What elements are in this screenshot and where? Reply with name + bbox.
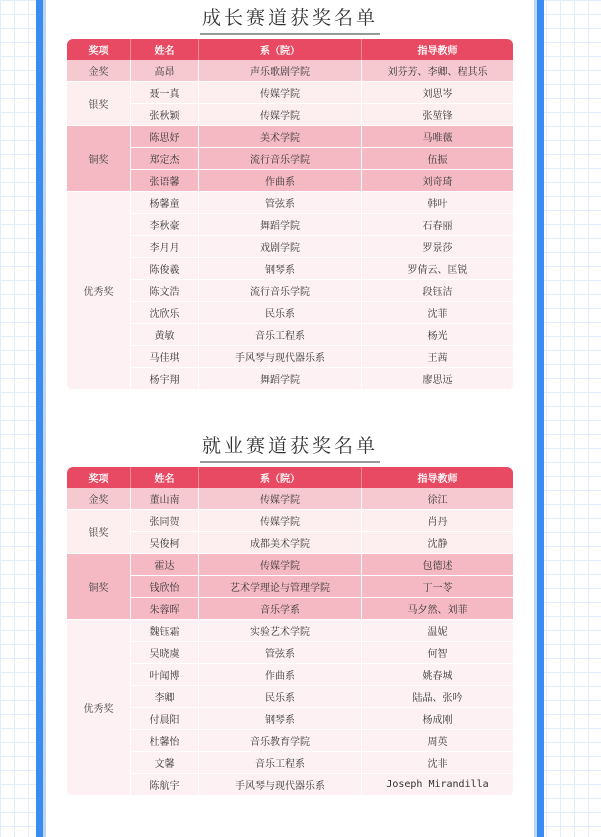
advisor-cell: 刘芬芳、李卿、程其乐 [362, 60, 513, 82]
department-cell: 钢琴系 [199, 708, 362, 730]
advisor-cell: 韩叶 [362, 192, 513, 214]
table-row [67, 280, 513, 302]
name-cell: 文馨 [131, 752, 199, 774]
department-cell: 音乐教育学院 [199, 730, 362, 752]
table-body [67, 60, 513, 390]
advisor-cell: 姚春城 [362, 664, 513, 686]
name-cell: 董山南 [131, 488, 199, 510]
section-title-wrap [67, 433, 513, 467]
left-frame-edge [43, 0, 46, 837]
name-cell: 郑定杰 [131, 148, 199, 170]
advisor-cell: 罗倩云、匡锐 [362, 258, 513, 280]
advisor-cell: 徐江 [362, 488, 513, 510]
name-cell: 陈文浩 [131, 280, 199, 302]
header-award: 奖项 [67, 39, 131, 60]
department-cell: 管弦系 [199, 642, 362, 664]
table-row [67, 488, 513, 510]
table-row [67, 192, 513, 214]
name-cell: 陈航宇 [131, 774, 199, 796]
table-row [67, 752, 513, 774]
award-cell: 金奖 [67, 60, 131, 82]
name-cell: 陈思妤 [131, 126, 199, 148]
header-name: 姓名 [131, 39, 199, 60]
advisor-cell: 沈静 [362, 532, 513, 554]
department-cell: 实验艺术学院 [199, 620, 362, 642]
name-cell: 马佳琪 [131, 346, 199, 368]
advisor-cell: 张堃锋 [362, 104, 513, 126]
department-cell: 传媒学院 [199, 104, 362, 126]
advisor-cell: 马夕然、刘菲 [362, 598, 513, 620]
name-cell: 吴晓虞 [131, 642, 199, 664]
department-cell: 戏剧学院 [199, 236, 362, 258]
department-cell: 钢琴系 [199, 258, 362, 280]
name-cell: 魏钰霜 [131, 620, 199, 642]
name-cell: 李秋豪 [131, 214, 199, 236]
table-row [67, 170, 513, 192]
department-cell: 舞蹈学院 [199, 214, 362, 236]
department-cell: 手风琴与现代器乐系 [199, 346, 362, 368]
table-row [67, 126, 513, 148]
department-cell: 舞蹈学院 [199, 368, 362, 390]
table-body [67, 488, 513, 796]
award-cell: 铜奖 [67, 554, 131, 620]
advisor-cell: 廖思远 [362, 368, 513, 390]
advisor-cell: 陆晶、张吟 [362, 686, 513, 708]
name-cell: 李月月 [131, 236, 199, 258]
employment-track-section [67, 433, 513, 796]
table-row [67, 302, 513, 324]
department-cell: 音乐工程系 [199, 752, 362, 774]
table-row [67, 620, 513, 642]
department-cell: 传媒学院 [199, 488, 362, 510]
name-cell: 钱欣怡 [131, 576, 199, 598]
advisor-cell: 马唯薇 [362, 126, 513, 148]
table-row [67, 82, 513, 104]
award-cell: 优秀奖 [67, 620, 131, 796]
name-cell: 沈欣乐 [131, 302, 199, 324]
header-advisor: 指导教师 [362, 39, 513, 60]
table-row [67, 576, 513, 598]
advisor-cell: 王茜 [362, 346, 513, 368]
name-cell: 张同贺 [131, 510, 199, 532]
award-table [67, 39, 513, 390]
department-cell: 手风琴与现代器乐系 [199, 774, 362, 796]
advisor-cell: 沈非 [362, 752, 513, 774]
table-row [67, 532, 513, 554]
award-cell: 金奖 [67, 488, 131, 510]
department-cell: 音乐学系 [199, 598, 362, 620]
department-cell: 成都美术学院 [199, 532, 362, 554]
name-cell: 叶闻博 [131, 664, 199, 686]
section-title: 成长赛道获奖名单 [200, 5, 380, 35]
advisor-cell: 杨光 [362, 324, 513, 346]
name-cell: 聂一真 [131, 82, 199, 104]
advisor-cell: 沈菲 [362, 302, 513, 324]
growth-track-section [67, 5, 513, 390]
header-award: 奖项 [67, 467, 131, 488]
department-cell: 传媒学院 [199, 510, 362, 532]
name-cell: 杨馨童 [131, 192, 199, 214]
name-cell: 张语馨 [131, 170, 199, 192]
department-cell: 作曲系 [199, 170, 362, 192]
table-row [67, 708, 513, 730]
advisor-cell: 刘思岑 [362, 82, 513, 104]
award-table [67, 467, 513, 796]
department-cell: 民乐系 [199, 302, 362, 324]
advisor-cell: 温妮 [362, 620, 513, 642]
table-row [67, 686, 513, 708]
advisor-cell: 刘奇琦 [362, 170, 513, 192]
table-row [67, 664, 513, 686]
award-cell: 铜奖 [67, 126, 131, 192]
table-row [67, 346, 513, 368]
advisor-cell: 周英 [362, 730, 513, 752]
left-frame-bar [36, 0, 43, 837]
right-frame-edge [534, 0, 537, 837]
advisor-cell: 包德述 [362, 554, 513, 576]
section-title-wrap [67, 5, 513, 39]
department-cell: 声乐歌剧学院 [199, 60, 362, 82]
right-frame-bar [537, 0, 544, 837]
table-header-row [67, 39, 513, 60]
department-cell: 传媒学院 [199, 82, 362, 104]
advisor-cell: 石春丽 [362, 214, 513, 236]
advisor-cell: 杨成刚 [362, 708, 513, 730]
name-cell: 朱蓉晖 [131, 598, 199, 620]
department-cell: 美术学院 [199, 126, 362, 148]
section-title: 就业赛道获奖名单 [200, 433, 380, 463]
award-cell: 优秀奖 [67, 192, 131, 390]
advisor-cell: 伍振 [362, 148, 513, 170]
award-cell: 银奖 [67, 82, 131, 126]
header-name: 姓名 [131, 467, 199, 488]
department-cell: 作曲系 [199, 664, 362, 686]
name-cell: 张秋颖 [131, 104, 199, 126]
table-row [67, 368, 513, 390]
award-cell: 银奖 [67, 510, 131, 554]
table-row [67, 148, 513, 170]
advisor-cell: 段钰洁 [362, 280, 513, 302]
advisor-cell: 罗景莎 [362, 236, 513, 258]
table-row [67, 324, 513, 346]
name-cell: 付晨阳 [131, 708, 199, 730]
advisor-cell: 丁一苓 [362, 576, 513, 598]
header-department: 系（院） [199, 39, 362, 60]
table-row [67, 730, 513, 752]
name-cell: 吴俊柯 [131, 532, 199, 554]
table-row [67, 598, 513, 620]
table-row [67, 774, 513, 796]
department-cell: 流行音乐学院 [199, 280, 362, 302]
department-cell: 民乐系 [199, 686, 362, 708]
table-row [67, 236, 513, 258]
table-row [67, 554, 513, 576]
advisor-cell: 肖丹 [362, 510, 513, 532]
name-cell: 黄敏 [131, 324, 199, 346]
table-header-row [67, 467, 513, 488]
table-row [67, 258, 513, 280]
department-cell: 艺术学理论与管理学院 [199, 576, 362, 598]
table-row [67, 104, 513, 126]
table-row [67, 642, 513, 664]
name-cell: 高昂 [131, 60, 199, 82]
header-department: 系（院） [199, 467, 362, 488]
advisor-cell: 何智 [362, 642, 513, 664]
name-cell: 杜馨怡 [131, 730, 199, 752]
table-row [67, 60, 513, 82]
name-cell: 霍达 [131, 554, 199, 576]
department-cell: 管弦系 [199, 192, 362, 214]
department-cell: 传媒学院 [199, 554, 362, 576]
header-advisor: 指导教师 [362, 467, 513, 488]
name-cell: 李卿 [131, 686, 199, 708]
department-cell: 流行音乐学院 [199, 148, 362, 170]
advisor-cell: Joseph Mirandilla [362, 774, 513, 796]
department-cell: 音乐工程系 [199, 324, 362, 346]
name-cell: 杨宇翔 [131, 368, 199, 390]
table-row [67, 510, 513, 532]
table-row [67, 214, 513, 236]
name-cell: 陈俊羲 [131, 258, 199, 280]
